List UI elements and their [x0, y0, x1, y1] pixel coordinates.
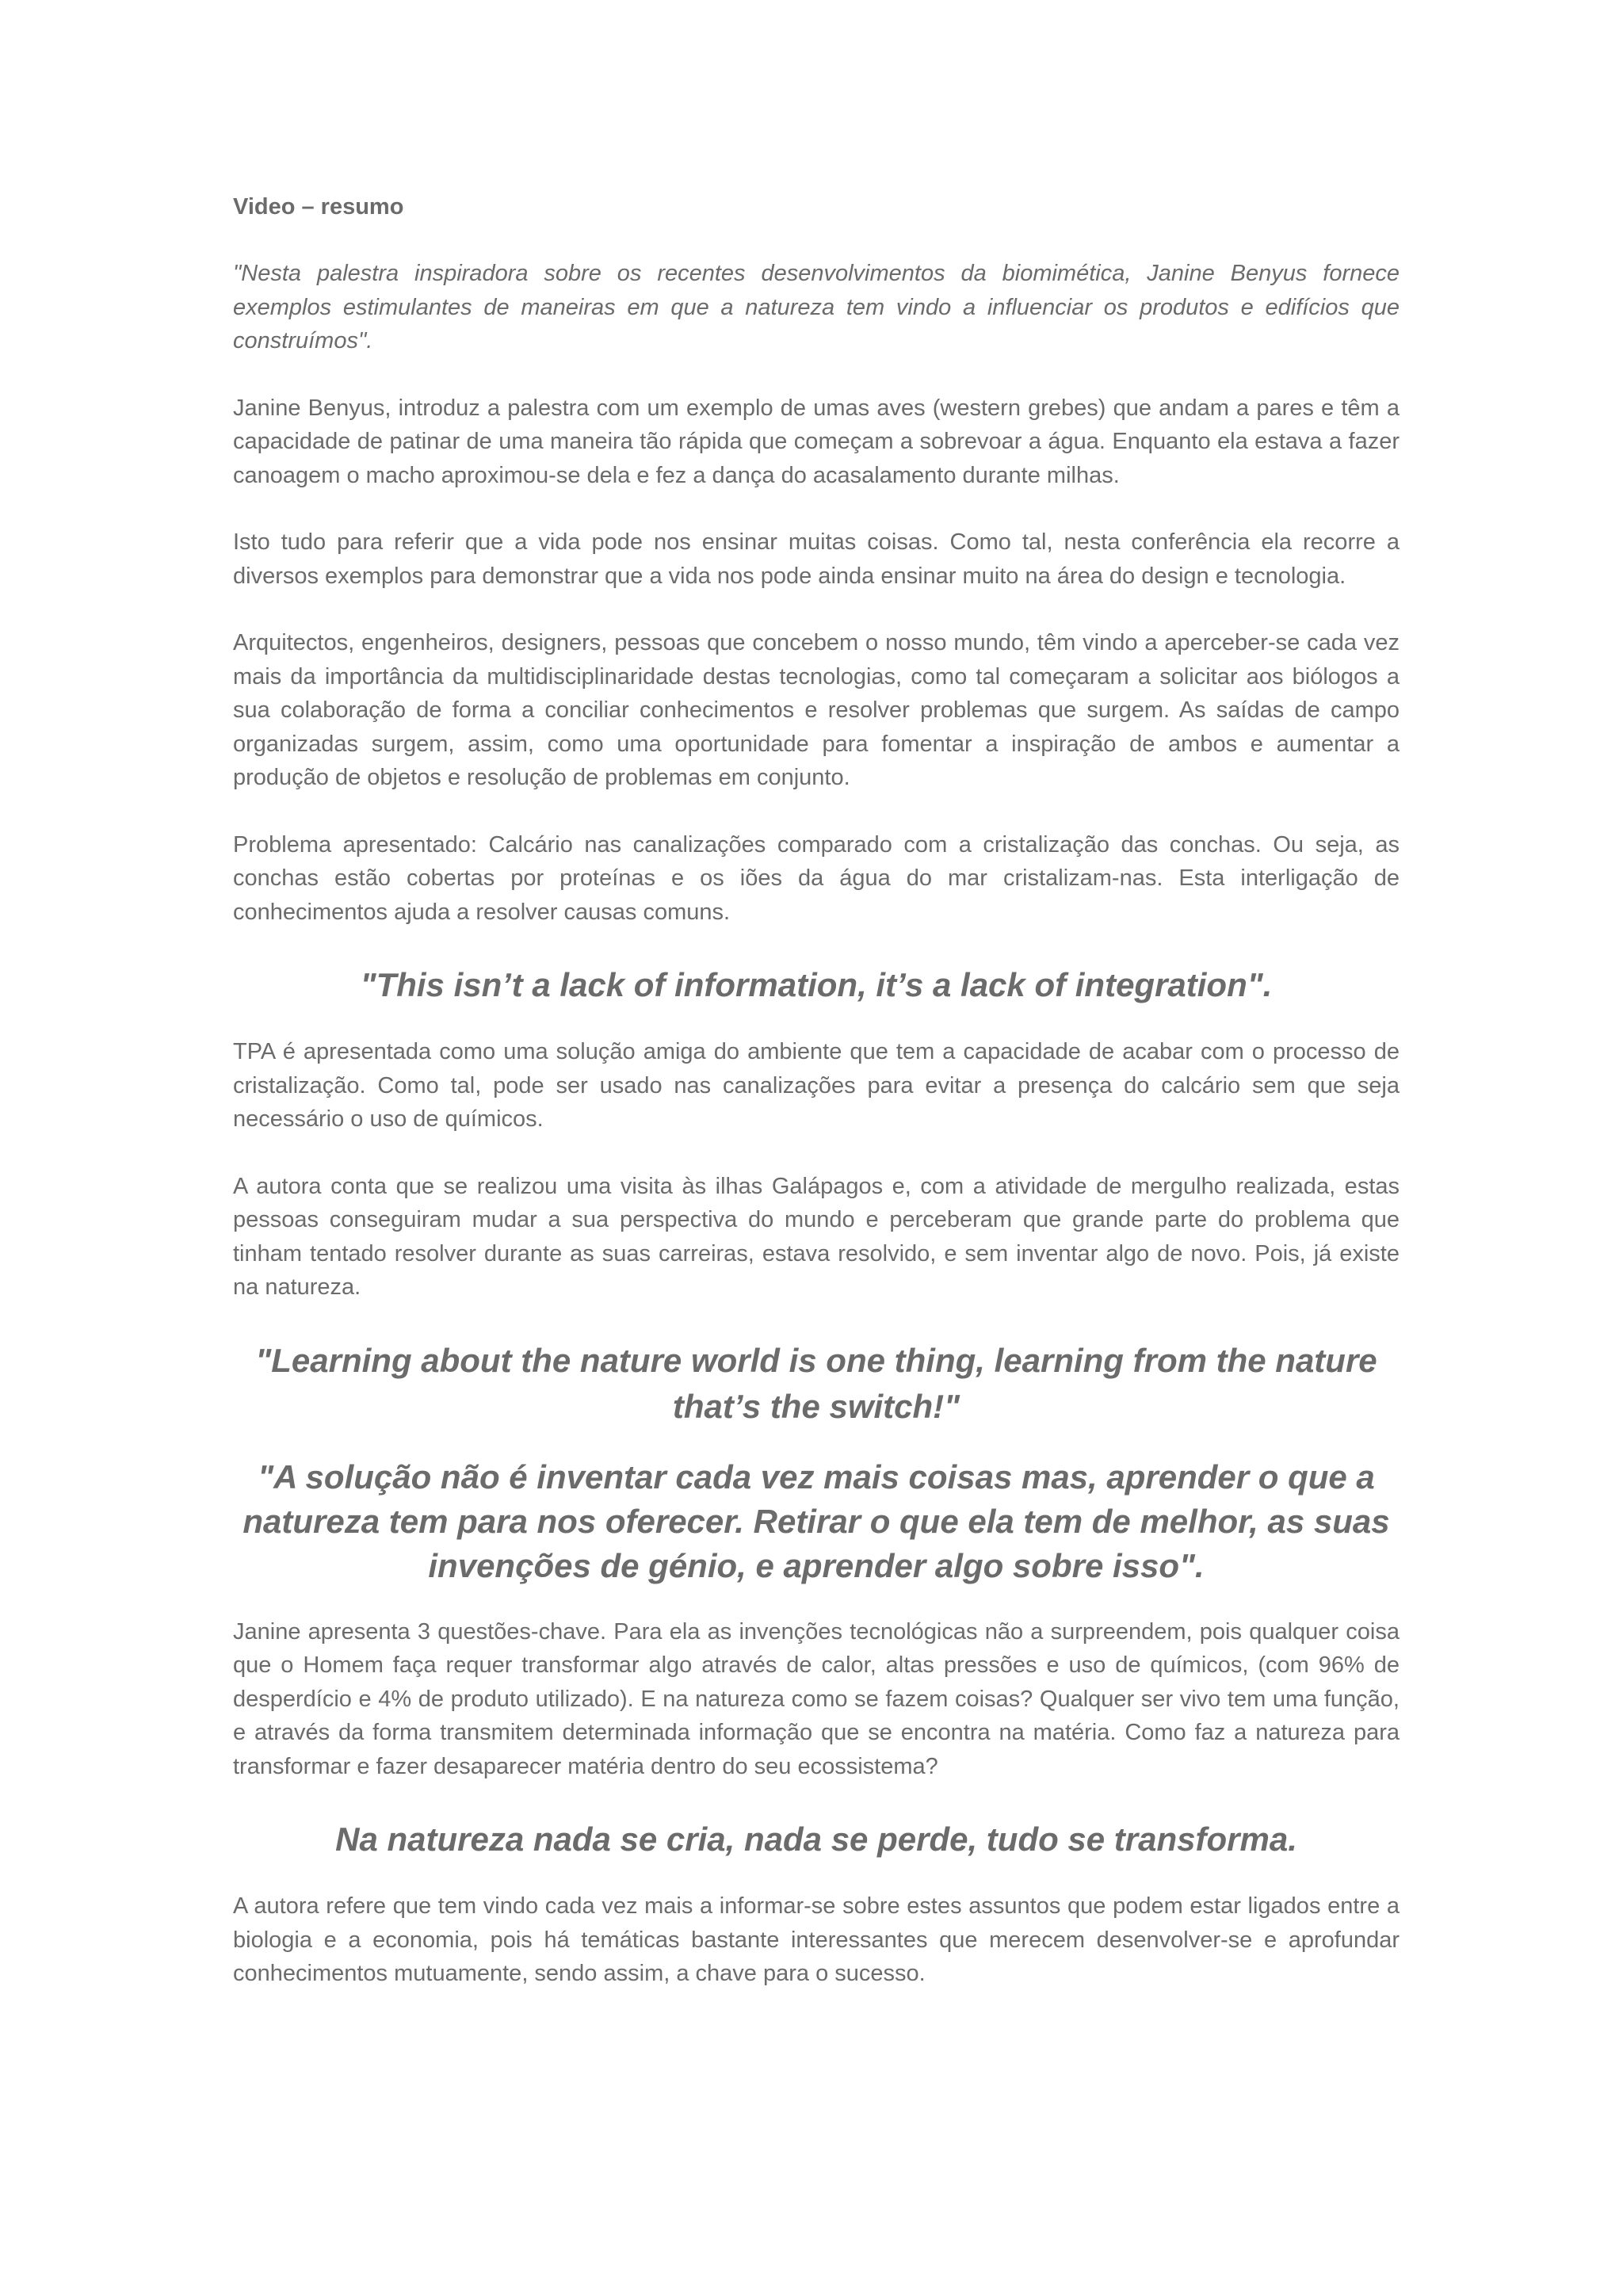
quote-integration: "This isn’t a lack of information, it’s a lack of integration".	[360, 966, 1273, 1003]
paragraph-tpa: TPA é apresentada como uma solução amiga do ambiente que tem a capacidade de acabar com o processo de cristalização. Como tal, pode ser usado nas canalizações para evitar a presença do calcário sem que seja necessário o uso de químicos.	[233, 1039, 1400, 1132]
paragraph-life-teaches: Isto tudo para referir que a vida pode nos ensinar muitas coisas. Como tal, nesta conferência ela recorre a diversos exemplos para demonstrar que a vida nos pode ainda ensinar muito na área do design e tecnologia.	[233, 529, 1400, 589]
document-heading: Video – resumo	[233, 194, 404, 220]
paragraph-multidisciplinary: Arquitectos, engenheiros, designers, pessoas que concebem o nosso mundo, têm vindo a aperceber-se cada vez mais da importância da multidisciplinaridade destas tecnologias, como tal começaram a solicitar aos biólogos a sua colaboração de forma a conciliar conhecimentos e resolver problemas que surgem. As saídas de campo organizadas surgem, assim, como uma oportunidade para fomentar a inspiração de ambos e aumentar a produção de objetos e resolução de problemas em conjunto.	[233, 630, 1400, 790]
intro-quote-paragraph: "Nesta palestra inspiradora sobre os recentes desenvolvimentos da biomimética, Janine Benyus fornece exemplos estimulantes de maneiras em que a natureza tem vindo a influenciar os produtos e edifícios que construímos".	[233, 261, 1400, 353]
document-page	[233, 190, 1400, 2024]
paragraph-key-questions: Janine apresenta 3 questões-chave. Para ela as invenções tecnológicas não a surpreendem, pois qualquer coisa que o Homem faça requer transformar algo através de calor, altas pressões e uso de químicos, (com 96% de desperdício e 4% de produto utilizado). E na natureza como se fazem coisas? Qualquer ser vivo tem uma função, e através da forma transmitem determinada informação que se encontra na matéria. Como faz a natureza para transformar e fazer desaparecer matéria dentro do seu ecossistema?	[233, 1618, 1400, 1779]
paragraph-grebes: Janine Benyus, introduz a palestra com um exemplo de umas aves (western grebes) que andam a pares e têm a capacidade de patinar de uma maneira tão rápida que começam a sobrevoar a água. Enquanto ela estava a fazer canoagem o macho aproximou-se dela e fez a dança do acasalamento durante milhas.	[233, 395, 1400, 488]
paragraph-problem: Problema apresentado: Calcário nas canalizações comparado com a cristalização das conchas. Ou seja, as conchas estão cobertas por proteínas e os iões da água do mar cristalizam-nas. Esta interligação de conhecimentos ajuda a resolver causas comuns.	[233, 831, 1400, 925]
paragraph-galapagos: A autora conta que se realizou uma visita às ilhas Galápagos e, com a atividade de mergulho realizada, estas pessoas conseguiram mudar a sua perspectiva do mundo e perceberam que grande parte do problema que tinham tentado resolver durante as suas carreiras, estava resolvido, e sem inventar algo de novo. Pois, já existe na natureza.	[233, 1173, 1400, 1300]
paragraph-conclusion: A autora refere que tem vindo cada vez mais a informar-se sobre estes assuntos que podem estar ligados entre a biologia e a economia, pois há temáticas bastante interessantes que merecem desenvolver-se e aprofundar conhecimentos mutuamente, sendo assim, a chave para o sucesso.	[233, 1893, 1400, 1986]
quote-transformation: Na natureza nada se cria, nada se perde, tudo se transforma.	[335, 1820, 1297, 1858]
quote-learning-from-nature: "Learning about the nature world is one thing, learning from the nature that’s the switch!"	[255, 1341, 1377, 1425]
quote-solution: "A solução não é inventar cada vez mais coisas mas, aprender o que a natureza tem para nos oferecer. Retirar o que ela tem de melhor, as suas invenções de génio, e aprender algo sobre isso".	[242, 1457, 1390, 1584]
